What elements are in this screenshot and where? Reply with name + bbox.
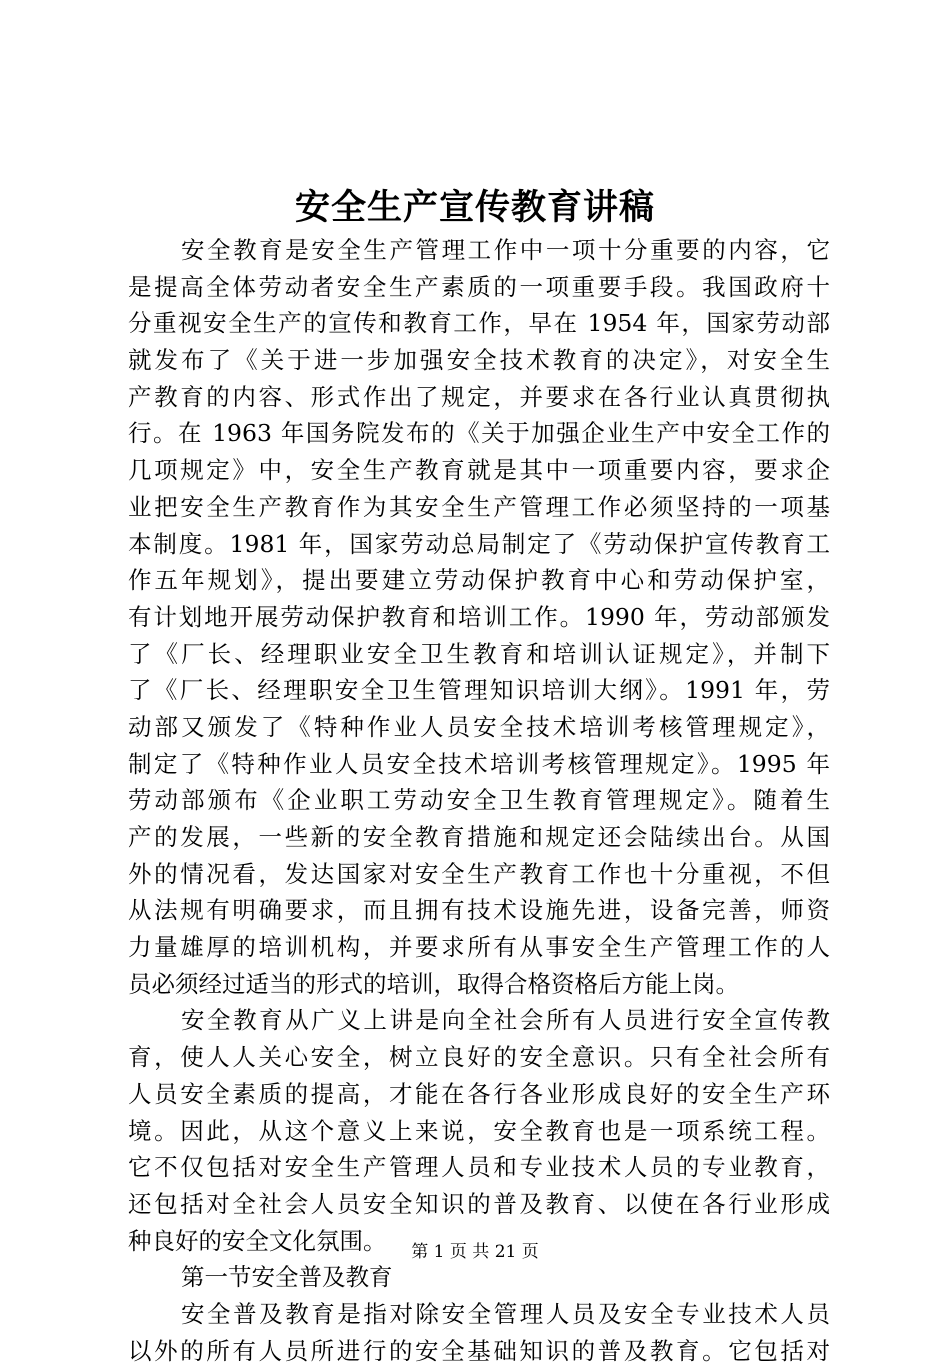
paragraph-line: 员必须经过适当的形式的培训，取得合格资格后方能上岗。 (128, 969, 739, 998)
document-title: 安全生产宣传教育讲稿 (294, 187, 655, 228)
page-footer: 第 1 页 共 21 页 (411, 1242, 539, 1262)
paragraph-line: 育，使人人关心安全，树立良好的安全意识。只有全社会所有 (128, 1043, 830, 1072)
paragraph-line: 以外的所有人员所进行的安全基础知识的普及教育。它包括对 (128, 1336, 830, 1365)
paragraph-line: 安全教育从广义上讲是向全社会所有人员进行安全宣传教 (181, 1006, 830, 1035)
paragraph-line: 几项规定》中，安全生产教育就是其中一项重要内容，要求企 (128, 456, 830, 485)
paragraph-line: 劳动部颁布《企业职工劳动安全卫生教育管理规定》。随着生 (128, 786, 830, 815)
paragraph-line: 还包括对全社会人员安全知识的普及教育、以使在各行业形成 (128, 1189, 830, 1218)
paragraph-line: 从法规有明确要求，而且拥有技术设施先进，设备完善，师资 (128, 896, 830, 925)
paragraph-line: 境。因此，从这个意义上来说，安全教育也是一项系统工程。 (128, 1116, 830, 1145)
section-heading: 第一节安全普及教育 (181, 1263, 393, 1292)
paragraph-line: 业把安全生产教育作为其安全生产管理工作必须坚持的一项基 (128, 492, 830, 521)
paragraph-line: 安全普及教育是指对除安全管理人员及安全专业技术人员 (181, 1299, 830, 1328)
paragraph-line: 分重视安全生产的宣传和教育工作，早在 1954 年，国家劳动部 (128, 309, 830, 338)
paragraph-line: 行。在 1963 年国务院发布的《关于加强企业生产中安全工作的 (128, 419, 830, 448)
paragraph-line: 力量雄厚的培训机构，并要求所有从事安全生产管理工作的人 (128, 933, 830, 962)
paragraph-line: 人员安全素质的提高，才能在各行各业形成良好的安全生产环 (128, 1079, 830, 1108)
paragraph-line: 本制度。1981 年，国家劳动总局制定了《劳动保护宣传教育工 (128, 529, 830, 558)
paragraph-line: 有计划地开展劳动保护教育和培训工作。1990 年，劳动部颁发 (128, 602, 830, 631)
paragraph-line: 了《厂长、经理职安全卫生管理知识培训大纲》。1991 年，劳 (128, 676, 830, 705)
paragraph-line: 种良好的安全文化氛围。 (128, 1226, 387, 1255)
paragraph-line: 产教育的内容、形式作出了规定，并要求在各行业认真贯彻执 (128, 382, 830, 411)
paragraph-line: 了《厂长、经理职业安全卫生教育和培训认证规定》，并制下 (128, 639, 830, 668)
paragraph-line: 外的情况看，发达国家对安全生产教育工作也十分重视，不但 (128, 859, 830, 888)
paragraph-line: 制定了《特种作业人员安全技术培训考核管理规定》。1995 年 (128, 749, 830, 778)
paragraph-line: 安全教育是安全生产管理工作中一项十分重要的内容，它 (181, 236, 830, 264)
document-body (128, 232, 830, 1369)
paragraph-line: 作五年规划》，提出要建立劳动保护教育中心和劳动保护室， (128, 566, 830, 595)
paragraph-line: 是提高全体劳动者安全生产素质的一项重要手段。我国政府十 (128, 272, 830, 301)
paragraph-line: 产的发展，一些新的安全教育措施和规定还会陆续出台。从国 (128, 823, 830, 851)
paragraph-line: 它不仅包括对安全生产管理人员和专业技术人员的专业教育， (128, 1153, 830, 1182)
paragraph-line: 动部又颁发了《特种作业人员安全技术培训考核管理规定》， (128, 712, 830, 741)
paragraph-line: 就发布了《关于进一步加强安全技术教育的决定》，对安全生 (128, 346, 830, 375)
